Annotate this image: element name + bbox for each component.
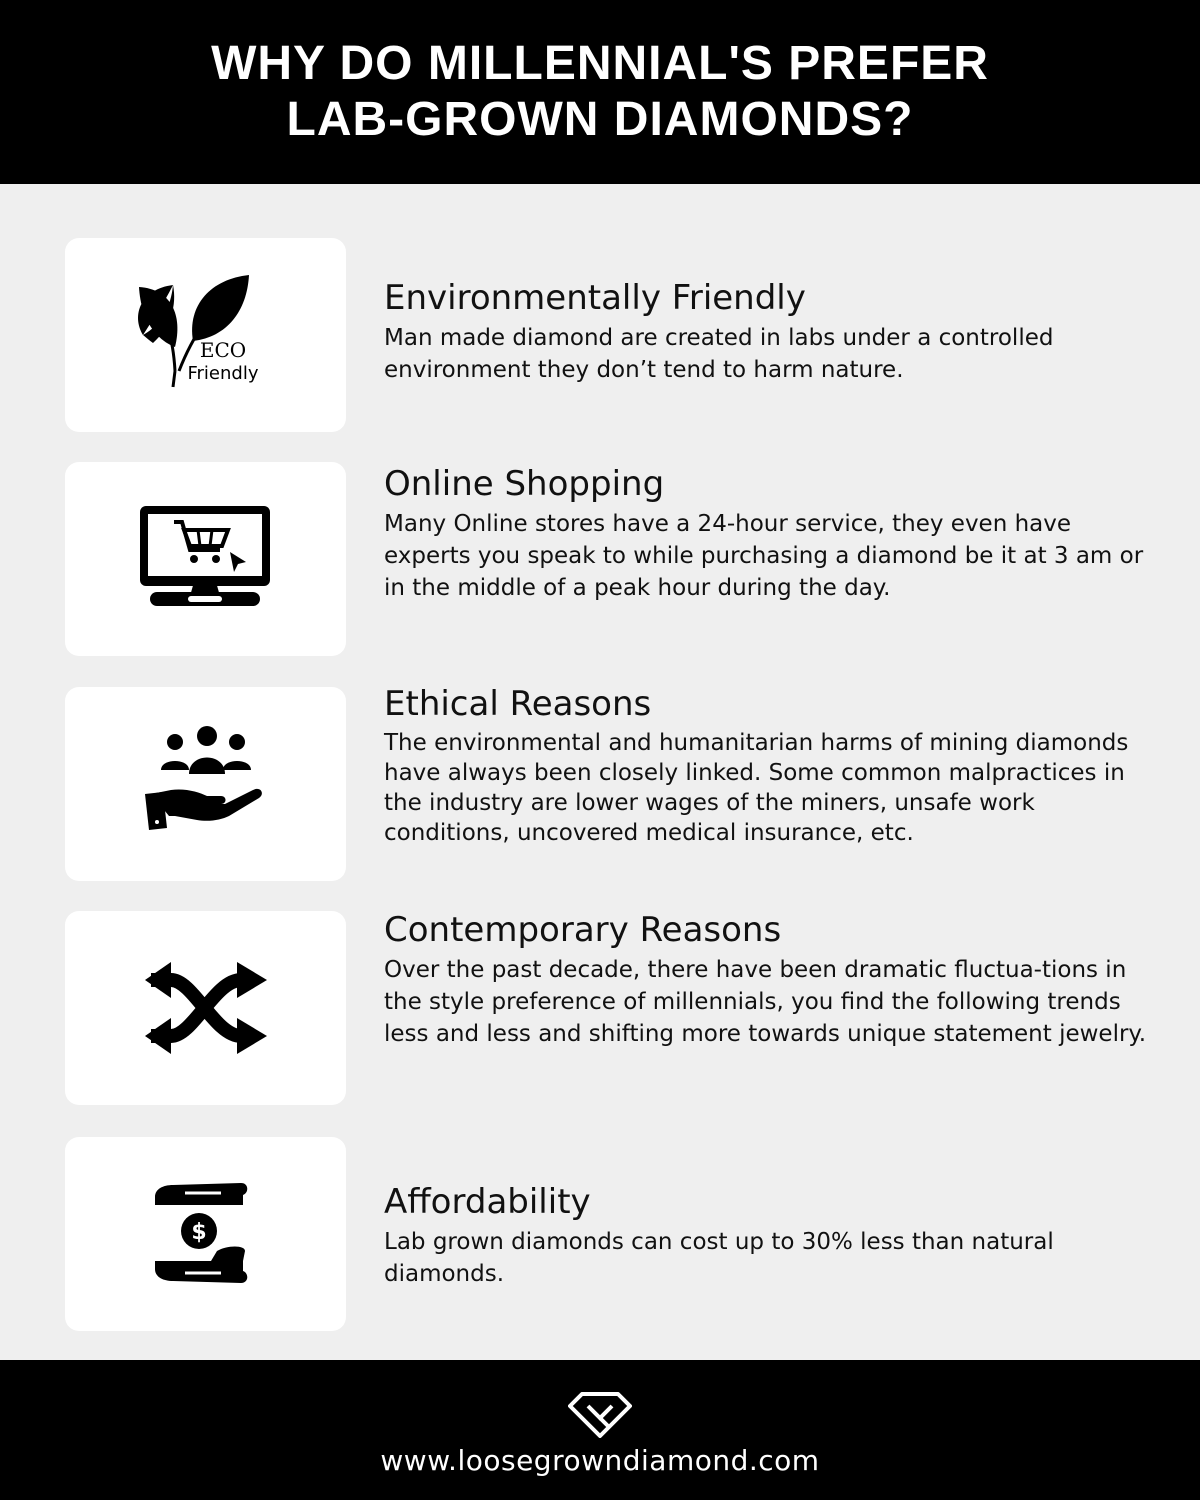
affordability-title: Affordability xyxy=(384,1182,591,1222)
contemporary-reasons-description: Over the past decade, there have been dramatic fluctua-tions in the style preference of millennials, you find the following trends less and less and shifting more towards unique statement jewelry. xyxy=(384,957,1147,1047)
eco-friendly-text xyxy=(384,278,1164,386)
contemporary-reasons-card xyxy=(65,911,346,1105)
affordability-description: Lab grown diamonds can cost up to 30% less than natural diamonds. xyxy=(384,1229,1054,1287)
online-shopping-card xyxy=(65,462,346,656)
ethical-reasons-text xyxy=(384,684,1164,848)
coin-symbol: $ xyxy=(190,1220,207,1245)
friendly-icon-text: Friendly xyxy=(186,363,259,384)
ethical-reasons-description: The environmental and humanitarian harms of mining diamonds have always been closely linked. Some common malpractices in the industry are lower wages of the miners, unsafe work conditions, uncovered medical insurance, etc. xyxy=(384,730,1129,846)
online-shopping-title: Online Shopping xyxy=(384,464,665,504)
page-title-line-1: WHY DO MILLENNIAL'S PREFER xyxy=(211,37,989,90)
people-in-hand-icon xyxy=(141,724,271,844)
online-shopping-text xyxy=(384,464,1164,604)
affordability-text xyxy=(384,1182,1164,1290)
eco-friendly-title: Environmentally Friendly xyxy=(384,278,806,318)
hands-coin-dollar-icon xyxy=(151,1179,261,1289)
shuffle-arrows-icon xyxy=(141,958,271,1058)
affordability-card xyxy=(65,1137,346,1331)
eco-icon-text: ECO xyxy=(199,338,246,362)
online-shopping-monitor-cart-icon xyxy=(136,504,276,614)
website-link[interactable]: www.loosegrowndiamond.com xyxy=(380,1444,820,1477)
ethical-reasons-card xyxy=(65,687,346,881)
page-header xyxy=(0,0,1200,184)
eco-friendly-leaf-icon xyxy=(131,275,281,395)
page-footer xyxy=(0,1360,1200,1500)
eco-friendly-description: Man made diamond are created in labs under a controlled environment they don’t tend to harm nature. xyxy=(384,325,1054,383)
eco-friendly-card xyxy=(65,238,346,432)
ethical-reasons-title: Ethical Reasons xyxy=(384,684,652,724)
diamond-logo-icon xyxy=(568,1390,632,1438)
contemporary-reasons-title: Contemporary Reasons xyxy=(384,910,782,950)
page-title-line-2: LAB-GROWN DIAMONDS? xyxy=(286,93,914,146)
online-shopping-description: Many Online stores have a 24-hour service, they even have experts you speak to while purchasing a diamond be it at 3 am or in the middle of a peak hour during the day. xyxy=(384,511,1144,601)
contemporary-reasons-text xyxy=(384,910,1164,1050)
